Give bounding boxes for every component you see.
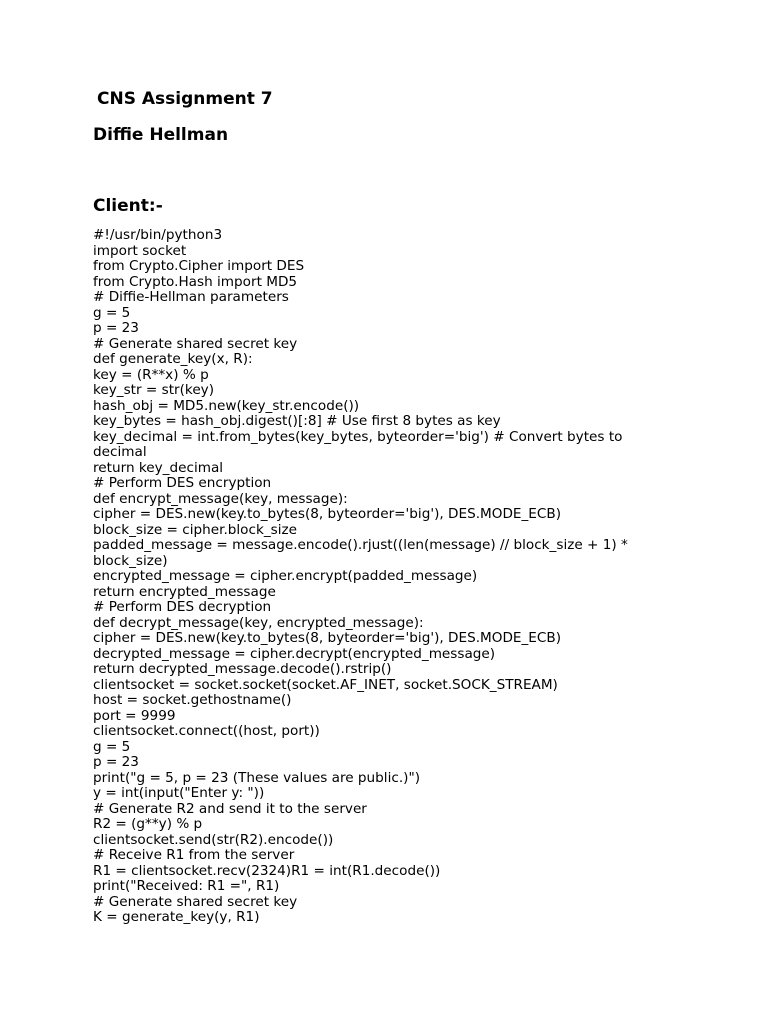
- code-line: # Generate shared secret key: [93, 893, 298, 910]
- code-line: # Diffie-Hellman parameters: [93, 289, 289, 305]
- code-line: clientsocket = socket.socket(socket.AF_INET, socket.SOCK_STREAM): [93, 676, 558, 693]
- code-line: host = socket.gethostname(): [93, 692, 292, 708]
- code-line: R2 = (g**y) % p: [93, 816, 203, 832]
- code-line: def generate_key(x, R):: [93, 351, 253, 367]
- code-line: # Perform DES decryption: [93, 599, 272, 615]
- code-line: p = 23: [93, 320, 139, 336]
- code-line: R1 = clientsocket.recv(2324)R1 = int(R1.decode()): [93, 862, 441, 879]
- code-line: K = generate_key(y, R1): [93, 909, 260, 925]
- code-line: decimal: [93, 444, 147, 460]
- code-line: padded_message = message.encode().rjust((len(message) // block_size + 1) *: [93, 537, 628, 553]
- code-line: key = (R**x) % p: [93, 366, 209, 383]
- code-line: clientsocket.send(str(R2).encode()): [93, 831, 334, 848]
- code-line: print("g = 5, p = 23 (These values are public.)"): [93, 769, 420, 786]
- code-line: encrypted_message = cipher.encrypt(padded_message): [93, 568, 478, 584]
- section-heading-client: Client:-: [93, 196, 163, 216]
- code-line: key_bytes = hash_obj.digest()[:8] # Use first 8 bytes as key: [93, 413, 501, 429]
- code-line: p = 23: [93, 754, 139, 770]
- code-line: # Generate shared secret key: [93, 335, 298, 352]
- code-line: g = 5: [93, 738, 131, 755]
- code-line: clientsocket.connect((host, port)): [93, 723, 320, 739]
- code-line: return encrypted_message: [93, 583, 276, 600]
- code-line: from Crypto.Cipher import DES: [93, 258, 305, 274]
- code-line: cipher = DES.new(key.to_bytes(8, byteorder='big'), DES.MODE_ECB): [93, 506, 562, 522]
- code-line: print("Received: R1 =", R1): [93, 878, 280, 894]
- code-line: y = int(input("Enter y: ")): [93, 785, 265, 801]
- code-line: # Receive R1 from the server: [93, 847, 295, 863]
- code-line: def encrypt_message(key, message):: [93, 490, 348, 507]
- code-line: block_size = cipher.block_size: [93, 521, 297, 538]
- code-line: # Generate R2 and send it to the server: [93, 800, 367, 817]
- code-line: key_decimal = int.from_bytes(key_bytes, byteorder='big') # Convert bytes to: [93, 428, 623, 445]
- code-line: # Perform DES encryption: [93, 475, 272, 491]
- code-line: from Crypto.Hash import MD5: [93, 273, 298, 290]
- code-line: g = 5: [93, 304, 131, 321]
- code-line: block_size): [93, 552, 168, 569]
- code-line: key_str = str(key): [93, 382, 215, 398]
- code-line: hash_obj = MD5.new(key_str.encode()): [93, 397, 360, 414]
- code-line: return decrypted_message.decode().rstrip(): [93, 661, 392, 677]
- code-line: #!/usr/bin/python3: [93, 227, 223, 243]
- code-line: import socket: [93, 242, 187, 259]
- document-title: CNS Assignment 7: [97, 89, 273, 109]
- document-subtitle: Diffie Hellman: [93, 125, 229, 145]
- code-listing: [93, 228, 673, 926]
- code-line: def decrypt_message(key, encrypted_message):: [93, 614, 424, 631]
- code-line: return key_decimal: [93, 459, 224, 476]
- code-line: port = 9999: [93, 707, 176, 724]
- code-line: decrypted_message = cipher.decrypt(encrypted_message): [93, 645, 496, 662]
- code-line: cipher = DES.new(key.to_bytes(8, byteorder='big'), DES.MODE_ECB): [93, 630, 562, 646]
